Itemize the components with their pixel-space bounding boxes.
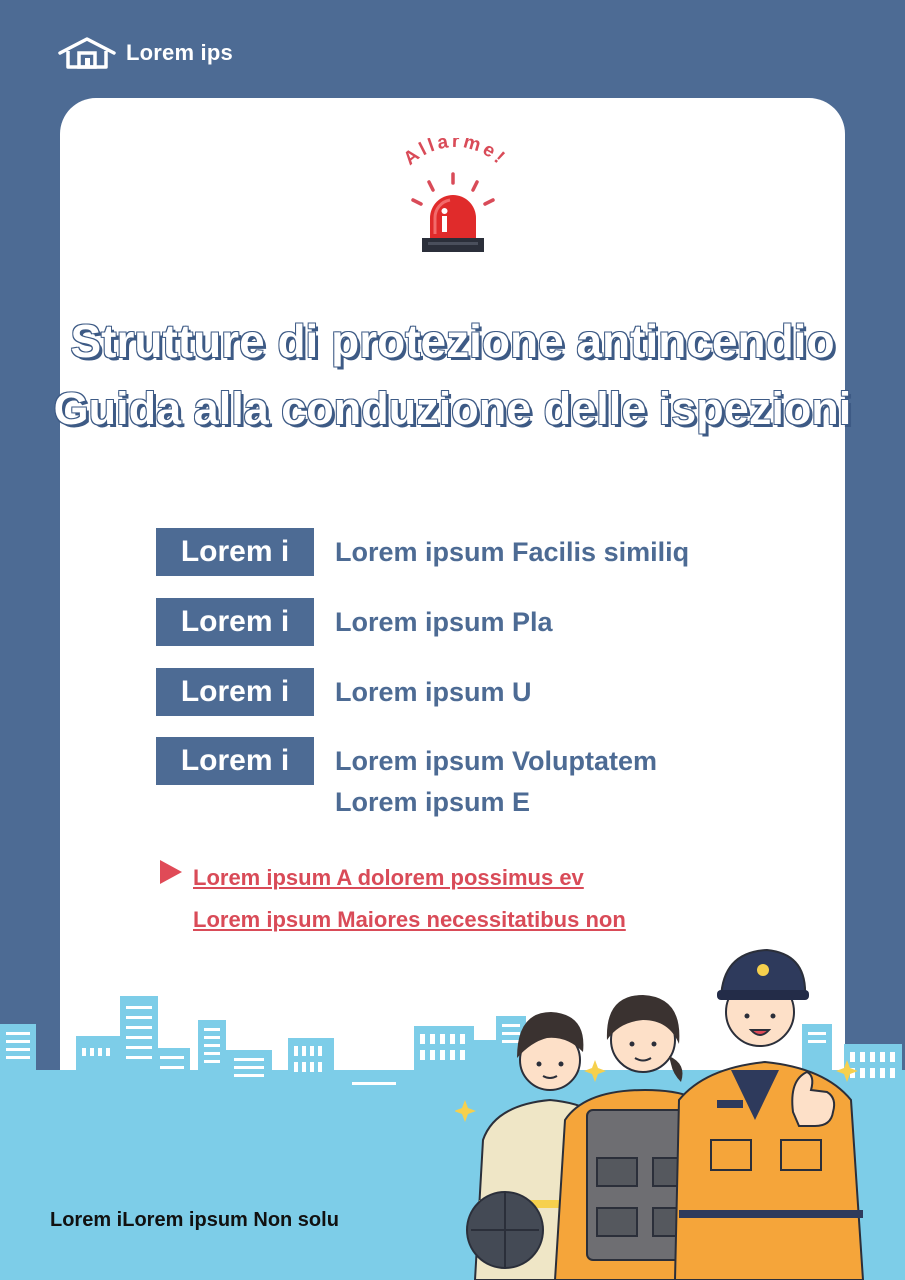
item-text-block [335,737,657,823]
item-text-secondary: Lorem ipsum E [335,787,531,817]
siren-icon [380,138,530,258]
svg-text:Allarme! [400,138,511,170]
link-second[interactable]: Lorem ipsum Maiores necessitatibus non [193,907,626,932]
link-first[interactable]: Lorem ipsum A dolorem possimus ev [193,865,584,890]
list-item [156,668,532,716]
list-item [156,598,553,646]
brand-logo [56,36,233,70]
page-title-line-2: Guida alla conduzione delle ispezioni [53,383,852,434]
item-text: Lorem ipsum Pla [335,607,553,637]
page-title-line-1: Strutture di protezione antincendio [70,315,835,367]
list-item [156,737,657,823]
list-item [156,528,689,576]
alarm-illustration [380,138,530,258]
item-text: Lorem ipsum U [335,677,532,707]
item-tag: Lorem i [156,528,314,576]
firefighters-illustration [455,940,875,1280]
item-tag: Lorem i [156,737,314,785]
item-text: Lorem ipsum Voluptatem [335,746,658,776]
house-icon [56,36,118,70]
item-text: Lorem ipsum Facilis similiq [335,537,690,567]
play-arrow-icon [160,860,182,884]
item-tag: Lorem i [156,598,314,646]
item-tag: Lorem i [156,668,314,716]
logo-text: Lorem ips [126,40,233,65]
footer-text: Lorem iLorem ipsum Non solu [50,1209,339,1231]
alarm-label: Allarme! [399,138,511,170]
